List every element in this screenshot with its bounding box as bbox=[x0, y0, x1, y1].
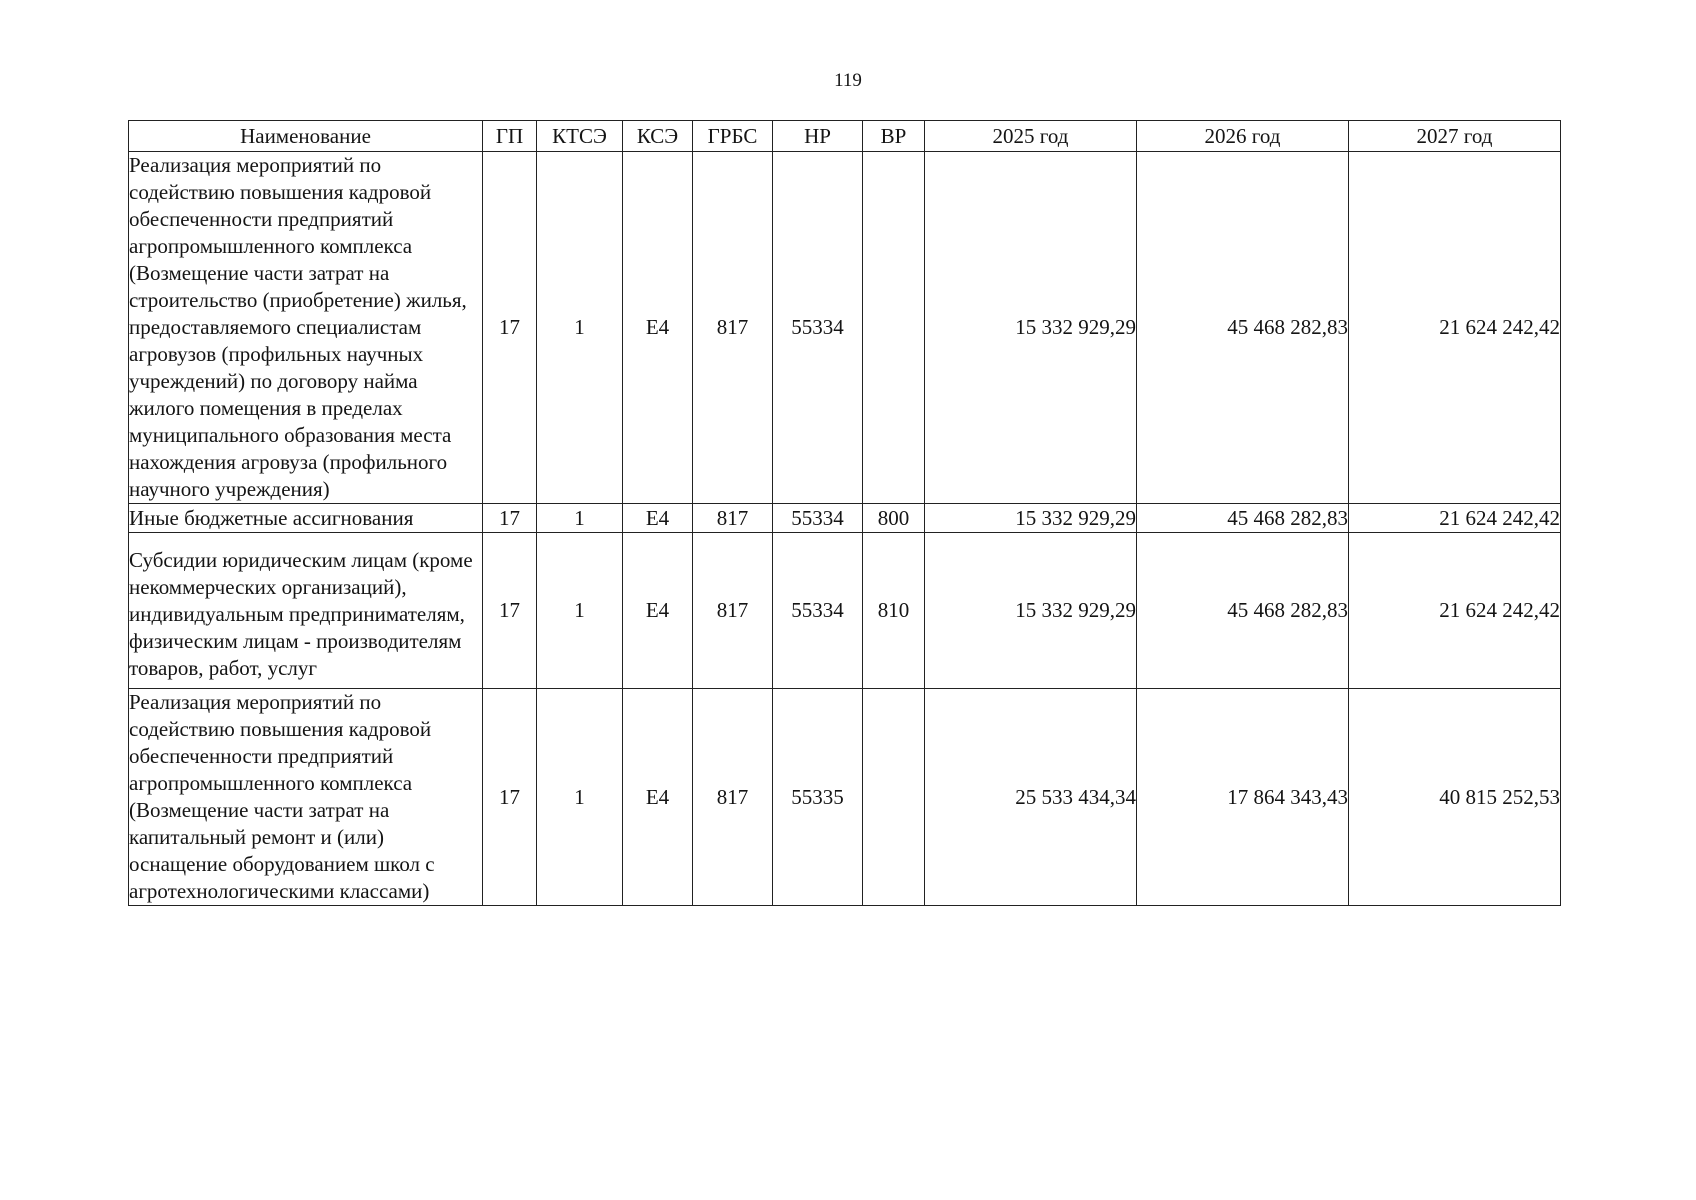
amount-2026-cell: 45 468 282,83 bbox=[1137, 504, 1349, 533]
table-row bbox=[129, 152, 1561, 504]
table-row bbox=[129, 533, 1561, 689]
amount-2025-cell: 15 332 929,29 bbox=[925, 152, 1137, 504]
header-vr: ВР bbox=[863, 121, 925, 152]
gp-cell: 17 bbox=[483, 504, 537, 533]
row-name-cell: Реализация мероприятий по содействию повышения кадровой обеспеченности предприятий агропромышленного комплекса (Возмещение части затрат на строительство (приобретение) жилья, предоставляемого специалистам агровузов (профильных научных учреждений) по договору найма жилого помещения в пределах муниципального образования места нахождения агровуза (профильного научного учреждения) bbox=[129, 152, 483, 504]
grbs-cell: 817 bbox=[693, 689, 773, 906]
nr-cell: 55335 bbox=[773, 689, 863, 906]
header-2025: 2025 год bbox=[925, 121, 1137, 152]
table-row bbox=[129, 689, 1561, 906]
amount-2025-cell: 15 332 929,29 bbox=[925, 533, 1137, 689]
gp-cell: 17 bbox=[483, 152, 537, 504]
header-2026: 2026 год bbox=[1137, 121, 1349, 152]
amount-2025-cell: 25 533 434,34 bbox=[925, 689, 1137, 906]
row-name-cell: Иные бюджетные ассигнования bbox=[129, 504, 483, 533]
ktse-cell: 1 bbox=[537, 533, 623, 689]
nr-cell: 55334 bbox=[773, 152, 863, 504]
ktse-cell: 1 bbox=[537, 152, 623, 504]
budget-table bbox=[128, 120, 1561, 906]
row-name-cell: Реализация мероприятий по содействию повышения кадровой обеспеченности предприятий агропромышленного комплекса (Возмещение части затрат на капитальный ремонт и (или) оснащение оборудованием школ с агротехнологическими классами) bbox=[129, 689, 483, 906]
kse-cell: Е4 bbox=[623, 504, 693, 533]
amount-2027-cell: 40 815 252,53 bbox=[1349, 689, 1561, 906]
vr-cell bbox=[863, 689, 925, 906]
vr-cell bbox=[863, 152, 925, 504]
kse-cell: Е4 bbox=[623, 152, 693, 504]
gp-cell: 17 bbox=[483, 533, 537, 689]
vr-cell: 800 bbox=[863, 504, 925, 533]
grbs-cell: 817 bbox=[693, 152, 773, 504]
table-row bbox=[129, 504, 1561, 533]
amount-2027-cell: 21 624 242,42 bbox=[1349, 533, 1561, 689]
amount-2026-cell: 17 864 343,43 bbox=[1137, 689, 1349, 906]
amount-2027-cell: 21 624 242,42 bbox=[1349, 504, 1561, 533]
header-grbs: ГРБС bbox=[693, 121, 773, 152]
ktse-cell: 1 bbox=[537, 689, 623, 906]
row-name-cell: Субсидии юридическим лицам (кроме некоммерческих организаций), индивидуальным предпринимателям, физическим лицам - производителям товаров, работ, услуг bbox=[129, 533, 483, 689]
page-number: 119 bbox=[834, 70, 862, 91]
kse-cell: Е4 bbox=[623, 689, 693, 906]
header-kse: КСЭ bbox=[623, 121, 693, 152]
header-ktse: КТСЭ bbox=[537, 121, 623, 152]
grbs-cell: 817 bbox=[693, 533, 773, 689]
header-2027: 2027 год bbox=[1349, 121, 1561, 152]
header-gp: ГП bbox=[483, 121, 537, 152]
header-nr: НР bbox=[773, 121, 863, 152]
table-header-row bbox=[129, 121, 1561, 152]
amount-2025-cell: 15 332 929,29 bbox=[925, 504, 1137, 533]
amount-2026-cell: 45 468 282,83 bbox=[1137, 533, 1349, 689]
vr-cell: 810 bbox=[863, 533, 925, 689]
ktse-cell: 1 bbox=[537, 504, 623, 533]
nr-cell: 55334 bbox=[773, 533, 863, 689]
header-name: Наименование bbox=[129, 121, 483, 152]
grbs-cell: 817 bbox=[693, 504, 773, 533]
nr-cell: 55334 bbox=[773, 504, 863, 533]
kse-cell: Е4 bbox=[623, 533, 693, 689]
gp-cell: 17 bbox=[483, 689, 537, 906]
amount-2026-cell: 45 468 282,83 bbox=[1137, 152, 1349, 504]
amount-2027-cell: 21 624 242,42 bbox=[1349, 152, 1561, 504]
